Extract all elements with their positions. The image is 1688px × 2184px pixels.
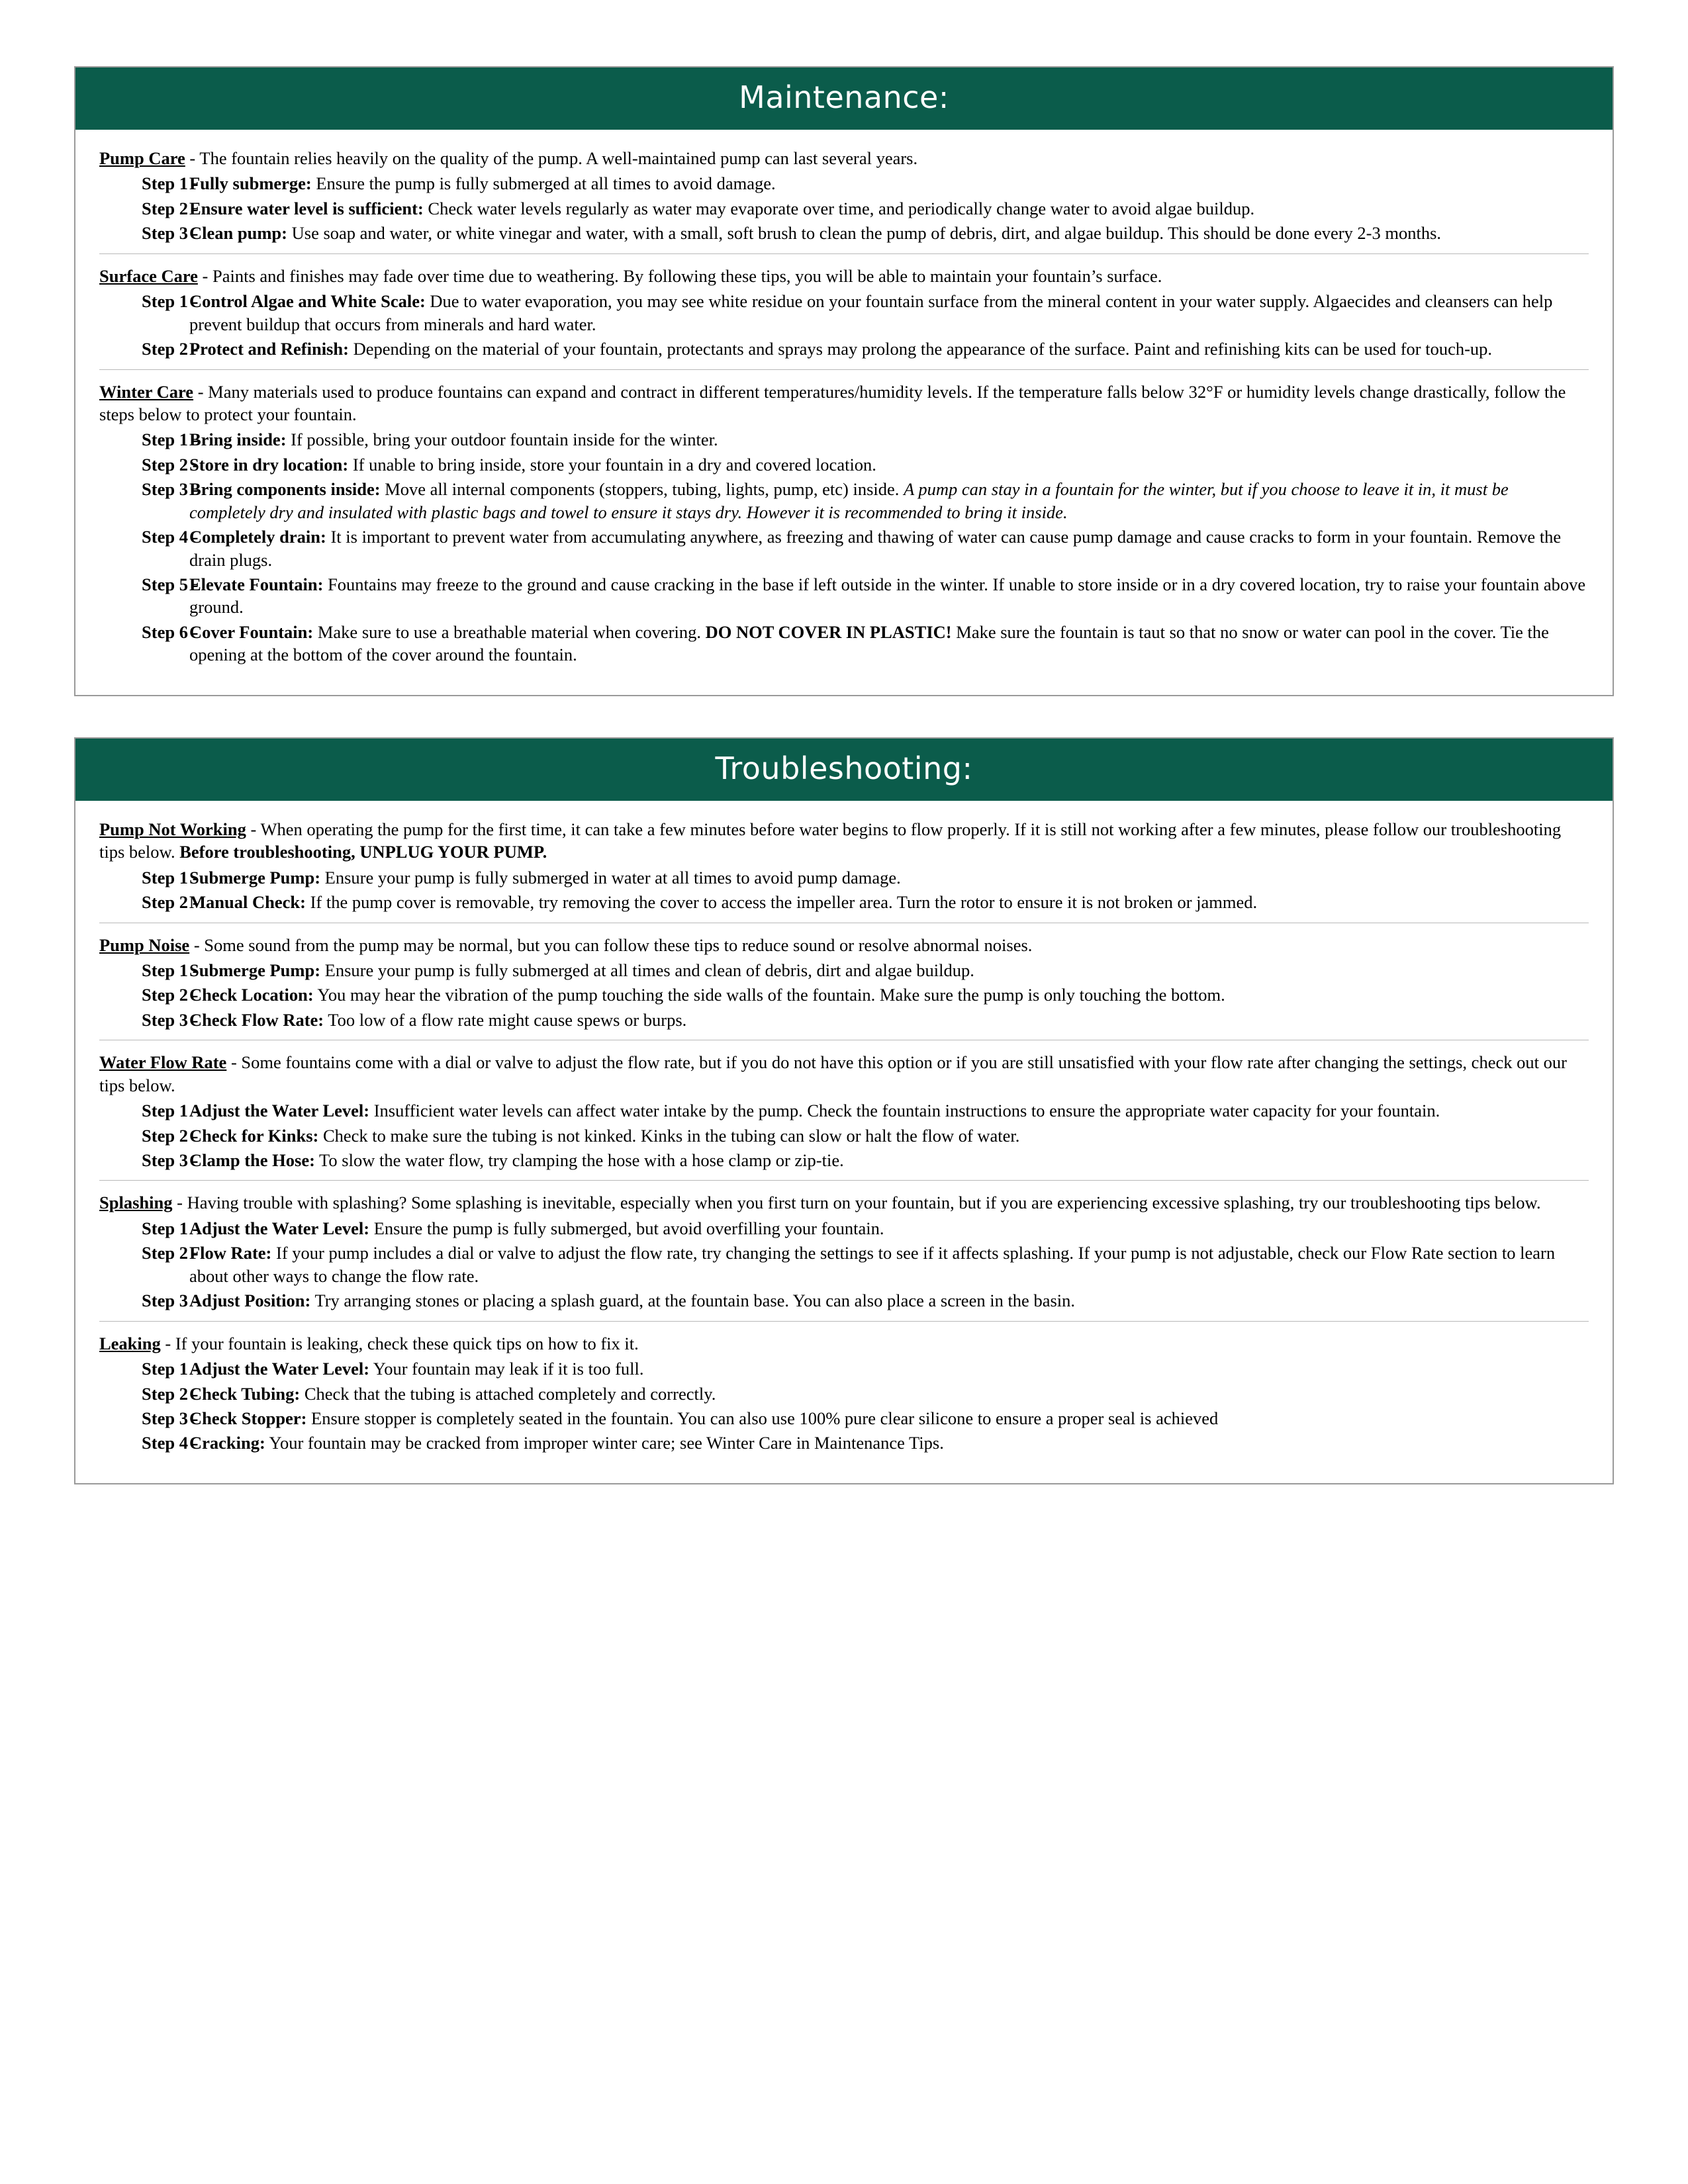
- step-label: Step 2 -: [142, 1125, 199, 1146]
- step-item: [99, 1217, 1589, 1240]
- section-leaking: [99, 1321, 1589, 1463]
- step-body: Ensure the pump is fully submerged, but avoid overfilling your fountain.: [369, 1218, 884, 1238]
- section-splashing: [99, 1180, 1589, 1320]
- step-title: Adjust the Water Level:: [189, 1218, 370, 1238]
- step-text: [189, 478, 1589, 523]
- step-label: Step 2 -: [142, 985, 199, 1005]
- section-title-winter-care: Winter Care: [99, 381, 194, 402]
- section-intro-text-winter-care: - Many materials used to produce fountains can expand and contract in different temperatures/humidity levels. If the temperature falls below 32°F or humidity levels change drastically, follow the steps below to protect your fountain.: [99, 381, 1566, 424]
- step-text: [189, 983, 1589, 1006]
- section-intro-pump-not-working: [99, 818, 1589, 864]
- step-text: [189, 453, 1589, 476]
- step-title: Manual Check:: [189, 892, 306, 913]
- steps-list-leaking: [99, 1357, 1589, 1455]
- step-body: Check water levels regularly as water may evaporate over time, and periodically change water to avoid algae buildup.: [423, 198, 1255, 218]
- step-item: [99, 1407, 1589, 1430]
- steps-list-pump-care: [99, 172, 1589, 244]
- step-body: Due to water evaporation, you may see white residue on your fountain surface from the mineral content in your water supply. Algaecides and cleansers can help prevent buildup that occurs from minerals and hard water.: [189, 291, 1553, 334]
- step-label: Step 1 -: [142, 1101, 199, 1121]
- step-title: Cracking:: [189, 1433, 265, 1453]
- section-title-pump-not-working: Pump Not Working: [99, 819, 246, 839]
- step-body: Insufficient water levels can affect water intake by the pump. Check the fountain instructions to ensure the appropriate water capacity for your fountain.: [369, 1101, 1440, 1121]
- step-item: [99, 338, 1589, 360]
- step-body: It is important to prevent water from accumulating anywhere, as freezing and thawing of water can cause pump damage and cause cracks to form in your fountain. Remove the drain plugs.: [189, 527, 1562, 570]
- step-label: Step 1 -: [142, 1218, 199, 1238]
- step-label: Step 3 -: [142, 1150, 199, 1170]
- section-pump-care: [99, 147, 1589, 253]
- step-label: Step 3 -: [142, 1291, 199, 1311]
- step-item: [99, 525, 1589, 571]
- step-text: [189, 1149, 1589, 1171]
- section-pump-not-working: [99, 818, 1589, 923]
- step-item: [99, 983, 1589, 1006]
- step-label: Step 2 -: [142, 339, 199, 359]
- panels-container: [74, 66, 1614, 1484]
- step-title: Submerge Pump:: [189, 960, 321, 980]
- step-text: [189, 1357, 1589, 1380]
- step-item: [99, 1124, 1589, 1147]
- step-item: [99, 1009, 1589, 1031]
- step-body: Ensure your pump is fully submerged at all times and clean of debris, dirt and algae buildup.: [320, 960, 974, 980]
- steps-list-water-flow-rate: [99, 1099, 1589, 1171]
- step-text: [189, 1432, 1589, 1454]
- step-label: Step 3 -: [142, 1009, 199, 1030]
- step-title: Bring inside:: [189, 430, 287, 450]
- panel-body-troubleshooting: [75, 801, 1613, 1483]
- step-body: Check to make sure the tubing is not kinked. Kinks in the tubing can slow or halt the flow of water.: [318, 1125, 1020, 1146]
- step-body: Use soap and water, or white vinegar and water, with a small, soft brush to clean the pump of debris, dirt, and algae buildup. This should be done every 2-3 months.: [287, 223, 1442, 244]
- step-item: [99, 1289, 1589, 1312]
- step-body: Try arranging stones or placing a splash guard, at the fountain base. You can also place a screen in the basin.: [310, 1291, 1076, 1311]
- step-body-italic: A pump can stay in a fountain for the winter, but if you choose to leave it in, it must be completely dry and insulated with plastic bags and towel to ensure it stays dry. However it is recommended to bring it inside.: [189, 479, 1509, 522]
- panel-body-maintenance: [75, 130, 1613, 695]
- step-title: Clamp the Hose:: [189, 1150, 315, 1170]
- step-text: [189, 959, 1589, 981]
- step-body: Fountains may freeze to the ground and cause cracking in the base if left outside in the winter. If unable to store inside or in a dry covered location, try to raise your fountain above ground.: [189, 574, 1586, 617]
- steps-list-surface-care: [99, 290, 1589, 360]
- steps-list-pump-noise: [99, 959, 1589, 1031]
- panel-troubleshooting: [74, 737, 1614, 1484]
- step-item: [99, 453, 1589, 476]
- step-body: Ensure the pump is fully submerged at all times to avoid damage.: [311, 173, 776, 194]
- step-title: Completely drain:: [189, 527, 326, 547]
- section-intro-text-water-flow-rate: - Some fountains come with a dial or valve to adjust the flow rate, but if you do not have this option or if you are still unsatisfied with your flow rate after changing the settings, check out our tips below.: [99, 1052, 1567, 1095]
- step-title: Cover Fountain:: [189, 621, 314, 642]
- section-intro-pump-care: [99, 147, 1589, 169]
- step-text: [189, 172, 1589, 195]
- step-item: [99, 428, 1589, 451]
- step-title: Check Location:: [189, 985, 314, 1005]
- step-item: [99, 290, 1589, 336]
- step-label: Step 3 -: [142, 1408, 199, 1428]
- step-text: [189, 1289, 1589, 1312]
- step-label: Step 2 -: [142, 454, 199, 475]
- step-label: Step 1 -: [142, 173, 199, 194]
- panel-maintenance: [74, 66, 1614, 696]
- section-title-pump-noise: Pump Noise: [99, 934, 190, 955]
- step-title: Check Flow Rate:: [189, 1009, 324, 1030]
- step-label: Step 1 -: [142, 291, 199, 312]
- step-body: If possible, bring your outdoor fountain inside for the winter.: [286, 430, 718, 450]
- step-label: Step 6 -: [142, 621, 199, 642]
- step-text: [189, 1099, 1589, 1122]
- section-title-leaking: Leaking: [99, 1333, 161, 1353]
- step-item: [99, 478, 1589, 523]
- step-text: [189, 197, 1589, 220]
- step-label: Step 3 -: [142, 479, 199, 500]
- step-item: [99, 172, 1589, 195]
- step-item: [99, 1432, 1589, 1454]
- section-surface-care: [99, 253, 1589, 369]
- step-title: Fully submerge:: [189, 173, 312, 194]
- step-title: Protect and Refinish:: [189, 339, 349, 359]
- step-body: If unable to bring inside, store your fountain in a dry and covered location.: [348, 454, 876, 475]
- section-intro-water-flow-rate: [99, 1051, 1589, 1097]
- step-body: Depending on the material of your fountain, protectants and sprays may prolong the appearance of the surface. Paint and refinishing kits can be used for touch-up.: [348, 339, 1493, 359]
- step-text: [189, 290, 1589, 336]
- section-title-pump-care: Pump Care: [99, 148, 185, 168]
- section-intro-text-splashing: - Having trouble with splashing? Some splashing is inevitable, especially when you first turn on your fountain, but if you are experiencing excessive splashing, try our troubleshooting tips below.: [172, 1193, 1541, 1213]
- section-pump-noise: [99, 923, 1589, 1040]
- step-body: If the pump cover is removable, try removing the cover to access the impeller area. Turn the rotor to ensure it is not broken or jammed.: [305, 892, 1258, 913]
- step-item: [99, 1357, 1589, 1380]
- step-label: Step 5 -: [142, 574, 199, 594]
- section-intro-text-surface-care: - Paints and finishes may fade over time due to weathering. By following these tips, you will be able to maintain your fountain’s surface.: [197, 265, 1162, 286]
- step-body: Too low of a flow rate might cause spews or burps.: [324, 1009, 687, 1030]
- step-body: Ensure your pump is fully submerged in water at all times to avoid pump damage.: [320, 867, 901, 887]
- step-text: [189, 1242, 1589, 1287]
- section-intro-text-pump-not-working: - When operating the pump for the first time, it can take a few minutes before water begins to flow properly. If it is still not working after a few minutes, please follow our troubleshooting tips below.: [99, 819, 1562, 862]
- step-body: If your pump includes a dial or valve to adjust the flow rate, try changing the settings to see if it affects splashing. If your pump is not adjustable, check our Flow Rate section to learn about other ways to change the flow rate.: [189, 1243, 1556, 1286]
- section-intro-pump-noise: [99, 934, 1589, 956]
- section-intro-leaking: [99, 1332, 1589, 1355]
- steps-list-pump-not-working: [99, 866, 1589, 914]
- step-item: [99, 222, 1589, 244]
- step-item: [99, 866, 1589, 889]
- step-title: Adjust the Water Level:: [189, 1101, 370, 1121]
- step-label: Step 2 -: [142, 1243, 199, 1263]
- step-body: Your fountain may be cracked from improper winter care; see Winter Care in Maintenance Tips.: [265, 1433, 944, 1453]
- step-body: Move all internal components (stoppers, tubing, lights, pump, etc) inside.: [380, 479, 904, 500]
- step-body: Check that the tubing is attached completely and correctly.: [300, 1383, 716, 1404]
- panel-header-troubleshooting: Troubleshooting:: [75, 739, 1613, 801]
- section-intro-splashing: [99, 1191, 1589, 1214]
- step-text: [189, 1383, 1589, 1405]
- step-text: [189, 1407, 1589, 1430]
- step-item: [99, 891, 1589, 913]
- step-body: Your fountain may leak if it is too full.: [369, 1359, 644, 1379]
- step-item: [99, 573, 1589, 619]
- step-label: Step 2 -: [142, 1383, 199, 1404]
- step-title: Check Tubing:: [189, 1383, 301, 1404]
- step-title: Store in dry location:: [189, 454, 349, 475]
- step-title: Elevate Fountain:: [189, 574, 324, 594]
- section-title-splashing: Splashing: [99, 1193, 173, 1213]
- step-body-continued: Make sure the fountain is taut so that no snow or water can pool in the cover. Tie the opening at the bottom of the cover around the fountain.: [189, 621, 1549, 665]
- step-item: [99, 1242, 1589, 1287]
- step-text: [189, 891, 1589, 913]
- step-item: [99, 197, 1589, 220]
- section-intro-emphasis-pump-not-working: Before troubleshooting, UNPLUG YOUR PUMP.: [179, 842, 547, 862]
- step-item: [99, 1099, 1589, 1122]
- section-intro-text-pump-noise: - Some sound from the pump may be normal, but you can follow these tips to reduce sound or resolve abnormal noises.: [189, 934, 1033, 955]
- step-title: Check for Kinks:: [189, 1125, 319, 1146]
- step-title: Control Algae and White Scale:: [189, 291, 426, 312]
- step-text: [189, 338, 1589, 360]
- step-text: [189, 573, 1589, 619]
- step-label: Step 3 -: [142, 223, 199, 244]
- section-winter-care: [99, 369, 1589, 675]
- step-body-emphasis: DO NOT COVER IN PLASTIC!: [705, 621, 952, 642]
- section-water-flow-rate: [99, 1040, 1589, 1180]
- step-label: Step 1 -: [142, 960, 199, 980]
- section-intro-winter-care: [99, 381, 1589, 426]
- step-text: [189, 428, 1589, 451]
- step-item: [99, 1149, 1589, 1171]
- step-label: Step 4 -: [142, 527, 199, 547]
- step-label: Step 1 -: [142, 430, 199, 450]
- step-text: [189, 222, 1589, 244]
- steps-list-splashing: [99, 1217, 1589, 1312]
- step-title: Check Stopper:: [189, 1408, 307, 1428]
- step-text: [189, 621, 1589, 666]
- step-item: [99, 959, 1589, 981]
- step-label: Step 1 -: [142, 867, 199, 887]
- step-item: [99, 621, 1589, 666]
- step-title: Clean pump:: [189, 223, 287, 244]
- step-title: Flow Rate:: [189, 1243, 272, 1263]
- step-body: You may hear the vibration of the pump touching the side walls of the fountain. Make sure the pump is only touching the bottom.: [313, 985, 1225, 1005]
- step-text: [189, 1124, 1589, 1147]
- step-text: [189, 1009, 1589, 1031]
- step-title: Submerge Pump:: [189, 867, 321, 887]
- step-title: Bring components inside:: [189, 479, 381, 500]
- step-text: [189, 866, 1589, 889]
- step-title: Adjust the Water Level:: [189, 1359, 370, 1379]
- step-item: [99, 1383, 1589, 1405]
- step-label: Step 2 -: [142, 892, 199, 913]
- step-label: Step 1 -: [142, 1359, 199, 1379]
- panel-header-maintenance: Maintenance:: [75, 68, 1613, 130]
- section-title-surface-care: Surface Care: [99, 265, 198, 286]
- steps-list-winter-care: [99, 428, 1589, 666]
- step-text: [189, 525, 1589, 571]
- step-label: Step 2 -: [142, 198, 199, 218]
- step-text: [189, 1217, 1589, 1240]
- section-intro-text-pump-care: - The fountain relies heavily on the quality of the pump. A well-maintained pump can last several years.: [185, 148, 918, 168]
- step-label: Step 4 -: [142, 1433, 199, 1453]
- section-intro-surface-care: [99, 265, 1589, 287]
- step-title: Ensure water level is sufficient:: [189, 198, 424, 218]
- step-body: To slow the water flow, try clamping the hose with a hose clamp or zip-tie.: [314, 1150, 844, 1170]
- section-title-water-flow-rate: Water Flow Rate: [99, 1052, 227, 1073]
- step-body: Ensure stopper is completely seated in the fountain. You can also use 100% pure clear silicone to ensure a proper seal is achieved: [306, 1408, 1219, 1428]
- step-title: Adjust Position:: [189, 1291, 311, 1311]
- section-intro-text-leaking: - If your fountain is leaking, check these quick tips on how to fix it.: [160, 1333, 639, 1353]
- step-body: Make sure to use a breathable material when covering.: [313, 621, 706, 642]
